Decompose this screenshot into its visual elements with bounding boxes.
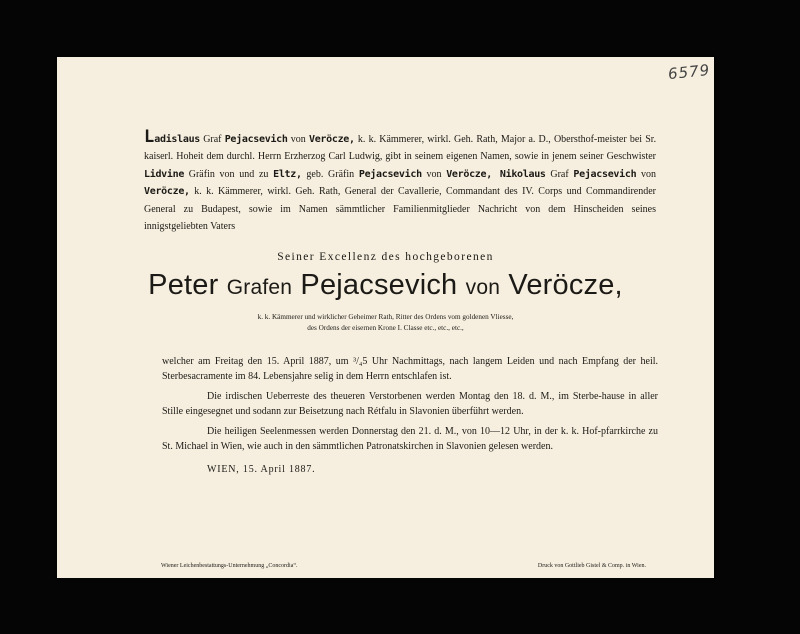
intro-text: Graf	[203, 134, 222, 145]
intro-text: k. k. Kämmerer, wirkl. Geh. Rath, Major a. D., Obersthof-meister bei Sr. kaiserl. Hoheit dem durchl. Herrn Erzherzog Carl Ludwig, gibt in seinem eigenen Namen, sowie in jenem seiner Geschwister	[144, 134, 657, 163]
obituary-notice	[57, 57, 714, 578]
death-paragraph: welcher am Freitag den 15. April 1887, um ³/₄5 Uhr Nachmittags, nach langem Leiden und nach Empfang der heil. Sterbesacramente im 84. Lebensjahre selig in dem Herrn entschlafen ist.	[162, 356, 658, 383]
intro-text: adislaus	[154, 134, 201, 145]
intro-text: von	[426, 168, 442, 180]
deceased-name	[57, 269, 714, 302]
deceased-place: Veröcze,	[508, 269, 623, 301]
deceased-title: Grafen	[226, 276, 293, 299]
intro-paragraph	[144, 127, 657, 235]
burial-paragraph: Die irdischen Ueberreste des theueren Verstorbenen werden Montag den 18. d. M., im Sterbe-hause in aller Stille eingesegnet und sodann zur Beisetzung nach Rétfalu in Slavonien überführt werden.	[162, 390, 658, 418]
intro-text: geb. Gräfin	[306, 168, 355, 180]
intro-text: Gräfin von und zu	[188, 168, 269, 180]
intro-text: von	[290, 134, 306, 145]
intro-text: Veröcze, Nikolaus	[446, 168, 546, 180]
honours-line: des Ordens der eisernen Krone I. Classe etc., etc., etc.,	[307, 324, 464, 332]
mass-paragraph: Die heiligen Seelenmessen werden Donnerstag den 21. d. M., von 10—12 Uhr, in der k. k. Hof-pfarrkirche zu St. Michael in Wien, wie auch in den sämmtlichen Patronatskirchen in Slavonien gelesen werden.	[162, 425, 658, 453]
initial-letter: L	[144, 127, 155, 147]
intro-text: k. k. Kämmerer, wirkl. Geh. Rath, General der Cavallerie, Commandant des IV. Corps und Commandirender General zu Budapest, sowie im Namen sämmtlicher Familienmitglieder Nachricht von dem Hinscheiden seines innigstgeliebten Vaters	[144, 186, 657, 233]
body-text	[162, 354, 658, 458]
intro-text: Graf	[550, 168, 569, 180]
intro-text: von	[641, 168, 657, 180]
deceased-von: von	[465, 276, 501, 299]
place-date: WIEN, 15. April 1887.	[207, 464, 316, 475]
intro-text: Veröcze,	[144, 186, 190, 198]
intro-text: Pejacsevich	[573, 168, 637, 180]
printer-credit: Druck von Gottlieb Gistel & Comp. in Wien.	[537, 563, 646, 569]
excellency-line: Seiner Excellenz des hochgeborenen	[277, 251, 494, 263]
archive-number: 6579	[666, 60, 711, 84]
intro-text: Pejacsevich	[224, 134, 288, 145]
deceased-first-name: Peter	[148, 269, 219, 301]
intro-text: Lidvine	[144, 168, 185, 180]
intro-text: Pejacsevich	[358, 168, 422, 180]
honours-block	[57, 312, 714, 334]
intro-text: Veröcze,	[308, 134, 355, 145]
honours-line: k. k. Kämmerer und wirklicher Geheimer Rath, Ritter des Ordens vom goldenen Vliesse,	[257, 313, 514, 321]
deceased-surname: Pejacsevich	[300, 269, 458, 301]
undertaker-credit: Wiener Leichenbestattungs-Unternehmung „Concordia“.	[161, 563, 298, 569]
intro-text: Eltz,	[273, 168, 302, 180]
